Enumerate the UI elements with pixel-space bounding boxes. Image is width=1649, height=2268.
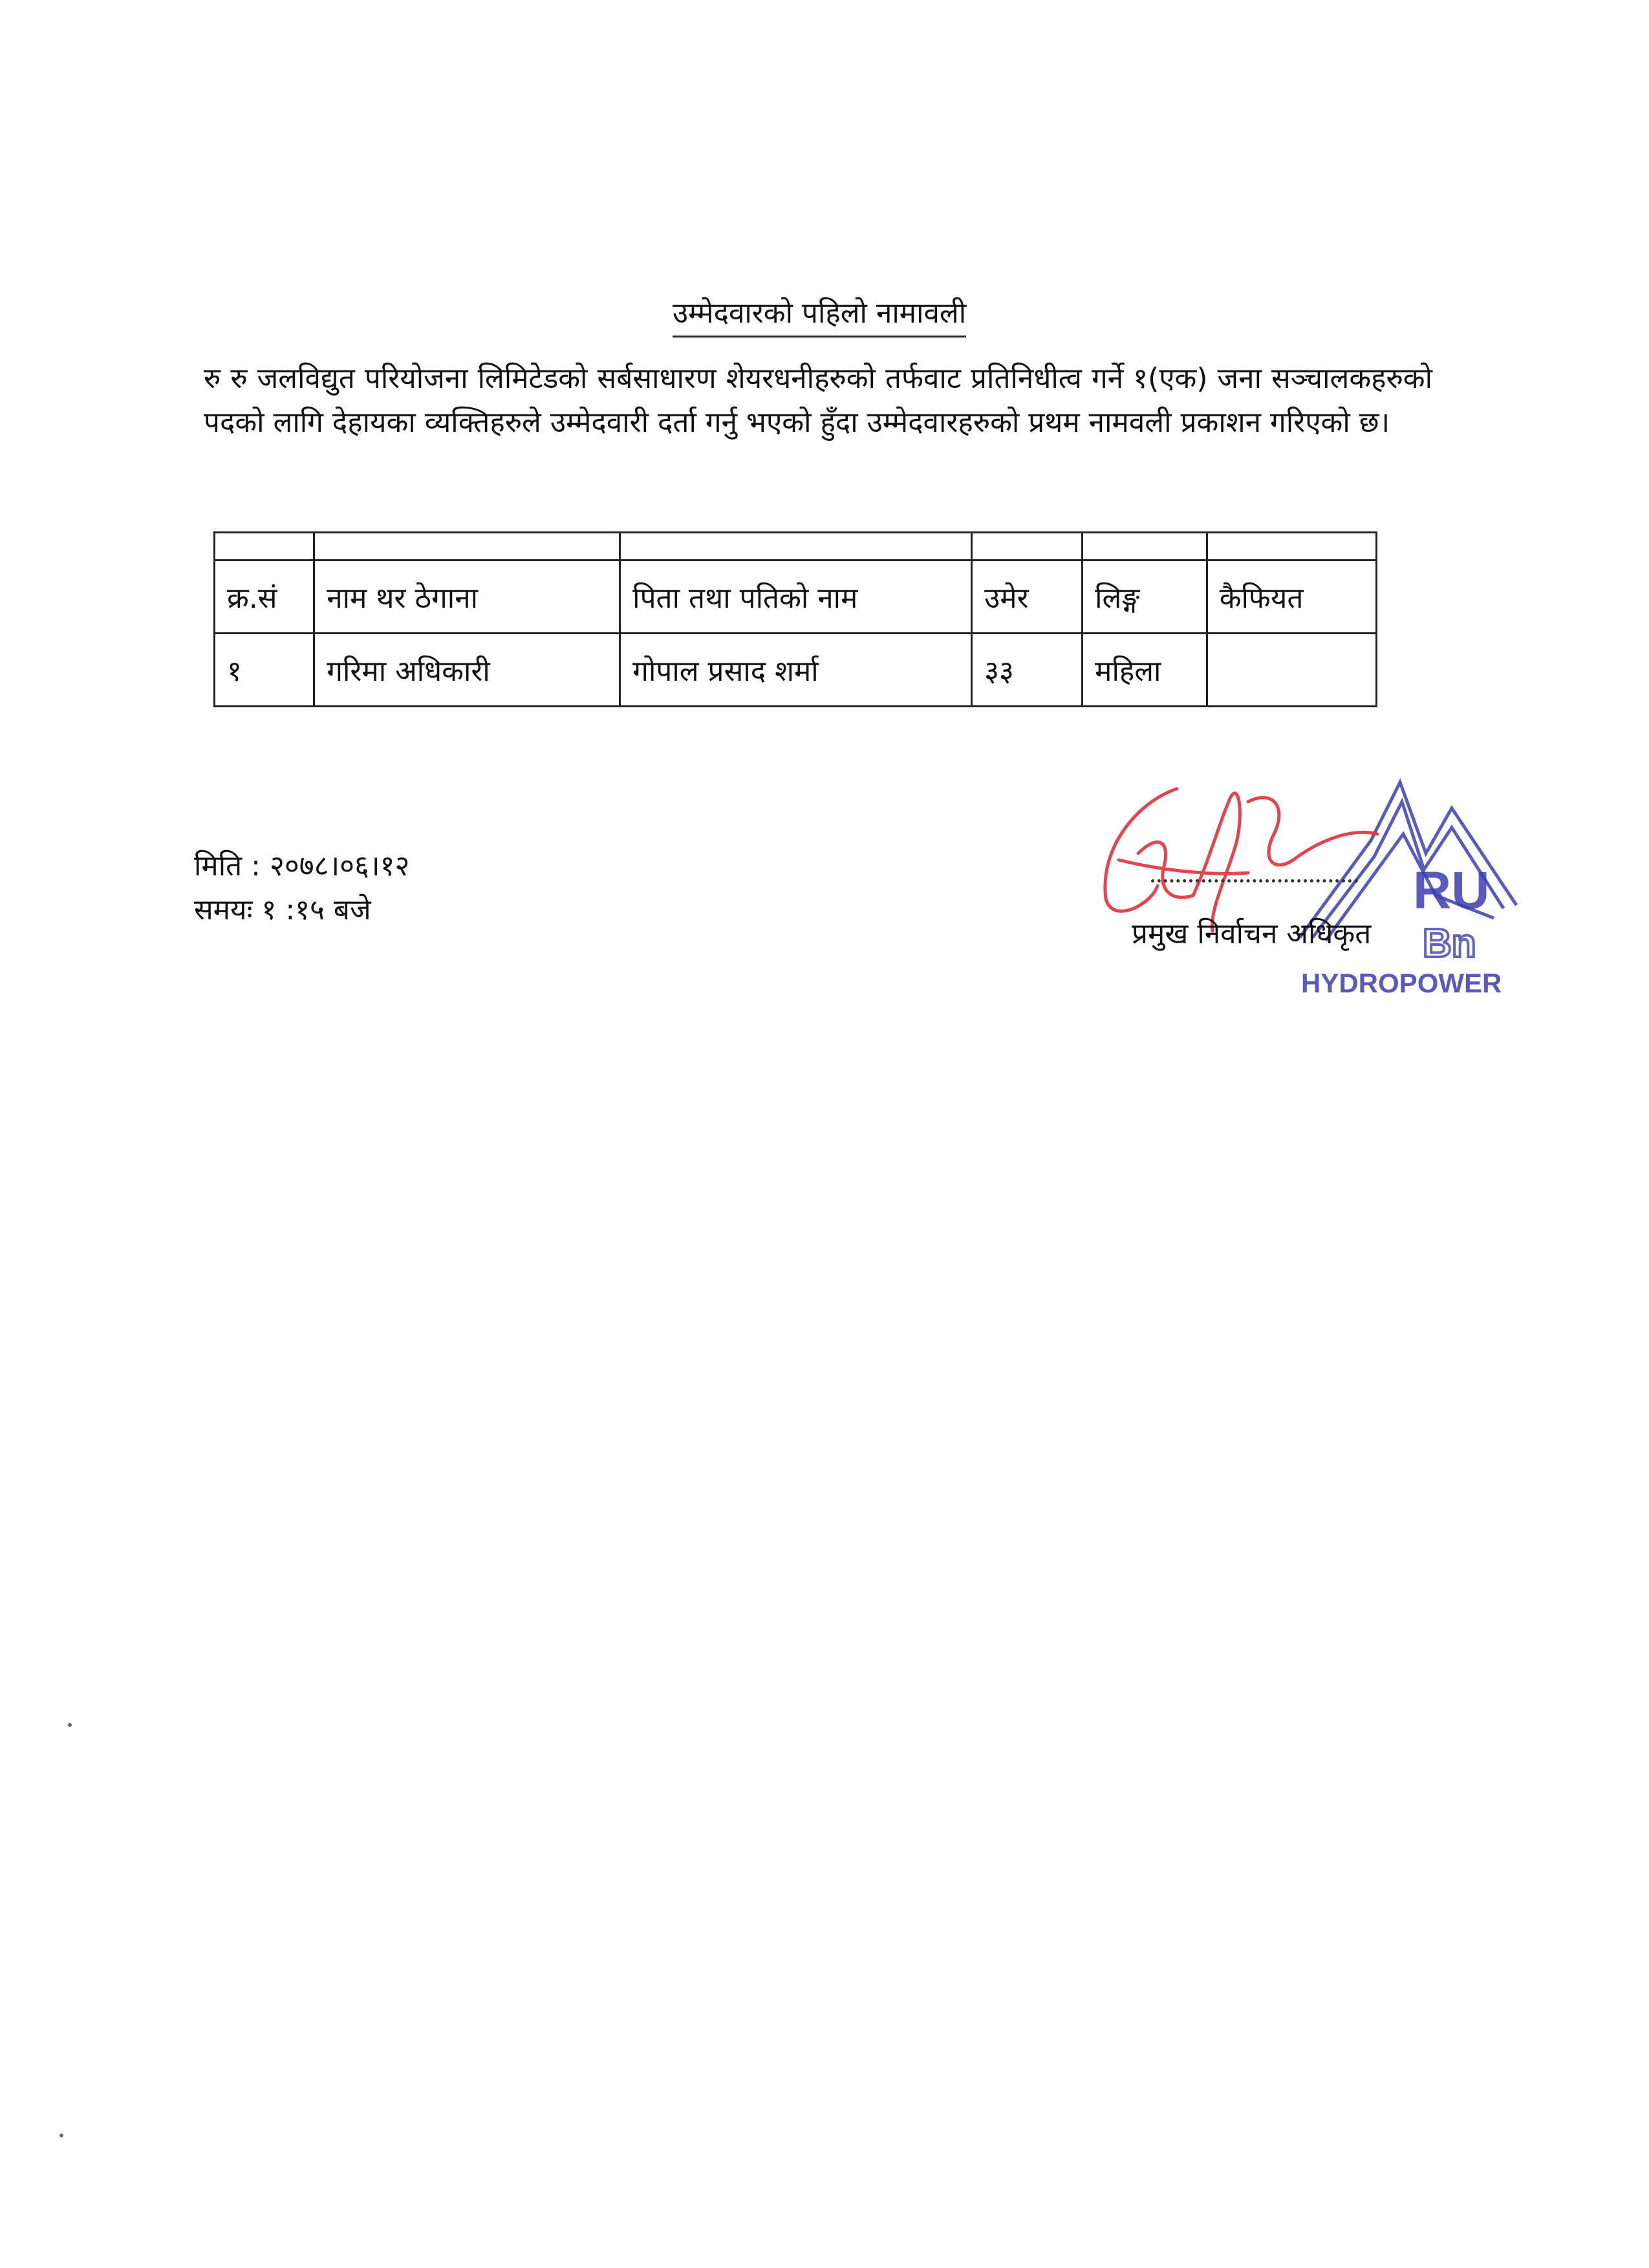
scan-speck — [68, 1723, 72, 1727]
cell-name: गरिमा अधिकारी — [314, 634, 620, 707]
cell-gender: महिला — [1083, 634, 1207, 707]
header-gender: लिङ्ग — [1083, 561, 1207, 634]
cell-serial: १ — [215, 634, 314, 707]
date-line: मिति : २०७८।०६।१२ — [194, 850, 410, 883]
signature-dotted-line — [1151, 879, 1358, 883]
cell-age: ३३ — [972, 634, 1083, 707]
header-parent-name: पिता तथा पतिको नाम — [620, 561, 972, 634]
cell-remarks — [1207, 634, 1376, 707]
signatory-title: प्रमुख निर्वाचन अधिकृत — [1132, 917, 1372, 950]
candidate-table — [213, 531, 1377, 707]
notice-paragraph: रु रु जलविद्युत परियोजना लिमिटेडको सर्बसाधारण शेयरधनीहरुको तर्फवाट प्रतिनिधीत्व गर्ने १(एक) जना सञ्चालकहरुको पदको लागि देहायका व्यक्तिहरुले उम्मेदवारी दर्ता गर्नु भएको हुँदा उम्मेदवारहरुको प्रथम नामवली प्रकाशन गरिएको छ। — [204, 362, 1432, 439]
stamp-logo-text: RU — [1413, 861, 1490, 920]
table-spacer-row — [215, 533, 1377, 561]
table-header-row — [215, 561, 1377, 634]
cell-parent-name: गोपाल प्रसाद शर्मा — [620, 634, 972, 707]
header-name: नाम थर ठेगाना — [314, 561, 620, 634]
header-remarks: कैफियत — [1207, 561, 1376, 634]
scan-speck — [59, 2134, 63, 2137]
header-serial: क्र.सं — [215, 561, 314, 634]
stamp-mark-icon: Bn — [1423, 921, 1476, 966]
header-age: उमेर — [972, 561, 1083, 634]
document-title: उम्मेदवारको पहिलो नामावली — [673, 294, 966, 337]
table-row — [215, 634, 1377, 707]
stamp-name: HYDROPOWER — [1301, 968, 1502, 998]
time-line: समयः १ :१५ बजे — [194, 893, 371, 926]
